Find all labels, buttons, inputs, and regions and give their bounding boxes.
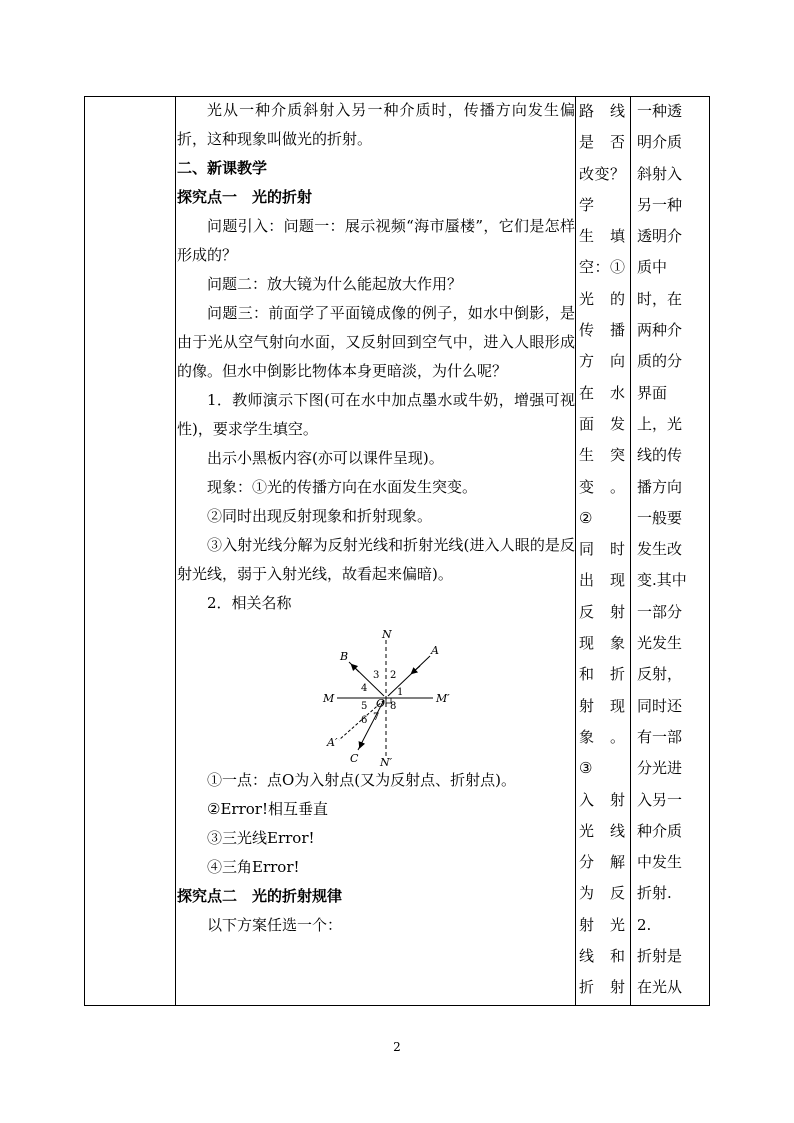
student-activity-line: 学 xyxy=(579,195,595,214)
label-O: O xyxy=(376,697,386,710)
design-intent-line: 同时还 xyxy=(637,696,683,715)
design-intent-line: 两种介 xyxy=(637,321,683,340)
design-intent-line: 光发生 xyxy=(637,634,683,653)
table-divider-1 xyxy=(175,96,176,1006)
design-intent-line: 另一种 xyxy=(637,195,683,214)
student-activity-line: 反 射 xyxy=(579,602,625,621)
page-number: 2 xyxy=(393,1040,401,1054)
table-border-left xyxy=(84,96,85,1006)
student-activity-line: 传 播 xyxy=(579,321,625,340)
student-activity-line: 是 否 xyxy=(579,133,625,152)
reflected-ray-arrow xyxy=(352,665,359,672)
design-intent-line: 质中 xyxy=(637,258,668,277)
label-B: B xyxy=(340,650,349,663)
table-divider-2 xyxy=(575,96,576,1006)
design-intent-line: 界面 xyxy=(637,383,668,402)
refraction-diagram-svg xyxy=(177,626,575,766)
student-activity-line: 光 的 xyxy=(579,289,625,308)
paragraph-terms: 2．相关名称 xyxy=(207,594,292,612)
student-activity-line: 分 解 xyxy=(579,853,625,872)
paragraph-question-2: 问题二：放大镜为什么能起放大作用？ xyxy=(207,275,463,293)
design-intent-line: 中发生 xyxy=(637,853,683,872)
student-activity-line: 在 水 xyxy=(579,383,625,402)
design-intent-line: 一般要 xyxy=(637,508,683,527)
design-intent-line: 线的传 xyxy=(637,446,683,465)
subheading-inquiry-2: 探究点二 光的折射规律 xyxy=(177,887,343,905)
design-intent-column xyxy=(637,96,691,1006)
design-intent-line: 在光从 xyxy=(637,978,683,997)
refraction-diagram xyxy=(177,626,575,766)
paragraph-point: ①一点：点O为入射点(又为反射点、折射点)。 xyxy=(207,771,517,789)
design-intent-line: 上，光 xyxy=(637,414,683,433)
lesson-table xyxy=(84,96,710,1006)
section-heading-new-lesson: 二、新课教学 xyxy=(177,159,268,177)
angle-8: 8 xyxy=(390,701,397,712)
design-intent-line: 透明介 xyxy=(637,227,683,246)
student-activity-line: 生 填 xyxy=(579,227,625,246)
paragraph-question-3: 问题三：前面学了平面镜成像的例子，如水中倒影，是由于光从空气射向水面，又反射回到空气中，进入人眼形成的像。但水中倒影比物体本身更暗淡，为什么呢？ xyxy=(177,304,575,380)
student-activity-line: 射 光 xyxy=(579,915,625,934)
label-N: N xyxy=(382,628,392,641)
design-intent-line: 反射， xyxy=(637,665,683,684)
student-activity-column xyxy=(579,96,625,1006)
paragraph-choose-plan: 以下方案任选一个： xyxy=(207,916,343,934)
label-A: A xyxy=(431,644,439,657)
paragraph-phenomenon-2: ②同时出现反射现象和折射现象。 xyxy=(207,507,433,525)
paragraph-demo: 1．教师演示下图(可在水中加点墨水或牛奶，增强可视性)，要求学生填空。 xyxy=(177,391,575,438)
student-activity-line: 路 线 xyxy=(579,102,625,120)
student-activity-line: ② xyxy=(579,508,593,527)
student-activity-line: 面 发 xyxy=(579,414,625,433)
student-activity-line: 象。 xyxy=(579,727,625,746)
design-intent-line: 分光进 xyxy=(637,759,683,778)
student-activity-line: 方 向 xyxy=(579,352,625,371)
design-intent-line: 折射. xyxy=(637,884,672,903)
design-intent-line: 变.其中 xyxy=(637,571,687,590)
design-intent-line: 入另一 xyxy=(637,790,683,809)
student-activity-line: 空：① xyxy=(579,258,625,277)
student-activity-line: ③ xyxy=(579,759,593,778)
angle-1: 1 xyxy=(397,687,404,698)
paragraph-refraction-definition: 光从一种介质斜射入另一种介质时，传播方向发生偏折，这种现象叫做光的折射。 xyxy=(177,101,575,148)
student-activity-line: 光 线 xyxy=(579,821,625,840)
label-M: M xyxy=(323,692,335,705)
design-intent-line: 时，在 xyxy=(637,289,683,308)
student-activity-line: 和 折 xyxy=(579,665,625,684)
design-intent-line: 折射是 xyxy=(637,947,683,966)
student-activity-line: 变。 xyxy=(579,477,625,496)
student-activity-line: 入 射 xyxy=(579,790,625,809)
label-M-prime: M′ xyxy=(436,692,450,705)
angle-5: 5 xyxy=(361,701,368,712)
paragraph-blackboard: 出示小黑板内容(亦可以课件呈现)。 xyxy=(207,449,444,467)
design-intent-line: 明介质 xyxy=(637,133,683,152)
angle-3: 3 xyxy=(373,670,380,681)
paragraph-phenomenon: 现象：①光的传播方向在水面发生突变。 xyxy=(207,478,478,496)
student-activity-line: 为 反 xyxy=(579,884,625,903)
design-intent-line: 种介质 xyxy=(637,821,683,840)
angle-6: 6 xyxy=(361,715,368,726)
student-activity-line: 射 现 xyxy=(579,696,625,715)
student-activity-line: 折 射 xyxy=(579,978,625,997)
design-intent-line: 播方向 xyxy=(637,477,683,496)
student-activity-line: 生 突 xyxy=(579,446,625,465)
label-A-prime: A′ xyxy=(327,736,338,749)
design-intent-line: 一种透 xyxy=(637,102,683,120)
design-intent-line: 一部分 xyxy=(637,602,683,621)
design-intent-line: 斜射入 xyxy=(637,164,683,183)
paragraph-perpendicular: ②Error!相互垂直 xyxy=(207,800,328,818)
student-activity-line: 同 时 xyxy=(579,540,625,559)
incident-ray-arrow xyxy=(412,666,420,673)
design-intent-line: 有一部 xyxy=(637,727,683,746)
subheading-inquiry-1: 探究点一 光的折射 xyxy=(177,188,313,206)
student-activity-line: 现 象 xyxy=(579,634,625,653)
table-border-right xyxy=(709,96,710,1006)
angle-2: 2 xyxy=(390,670,397,681)
label-C: C xyxy=(350,752,359,765)
design-intent-line: 发生改 xyxy=(637,540,683,559)
angle-4: 4 xyxy=(361,683,368,694)
paragraph-three-rays: ③三光线Error! xyxy=(207,829,315,847)
design-intent-line: 2. xyxy=(637,915,652,934)
label-N-prime: N′ xyxy=(380,756,393,766)
paragraph-phenomenon-3: ③入射光线分解为反射光线和折射光线(进入人眼的是反射光线，弱于入射光线，故看起来偏暗)。 xyxy=(177,536,575,583)
design-intent-line: 质的分 xyxy=(637,352,683,371)
paragraph-three-angles: ④三角Error! xyxy=(207,858,300,876)
paragraph-question-intro: 问题引入：问题一：展示视频“海市蜃楼”，它们是怎样形成的？ xyxy=(177,217,575,264)
student-activity-line: 改变？ xyxy=(579,164,625,183)
student-activity-line: 出 现 xyxy=(579,571,625,590)
angle-7: 7 xyxy=(373,712,380,723)
table-divider-3 xyxy=(630,96,631,1006)
teaching-content-column xyxy=(177,96,575,1006)
student-activity-line: 线 和 xyxy=(579,947,625,966)
